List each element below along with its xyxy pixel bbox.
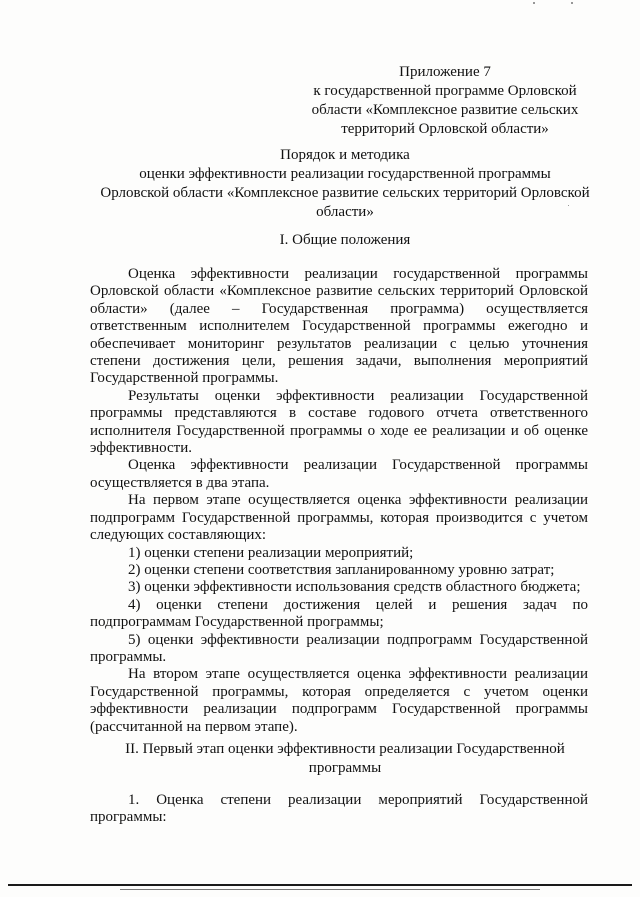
paragraph: На первом этапе осуществляется оценка эффективности реализации подпрограмм Государственной программы, которая производится с учетом следующих составляющих: xyxy=(90,492,588,544)
section-heading-text: I. Общие положения xyxy=(279,232,411,248)
scan-edge-line xyxy=(8,884,632,886)
scan-speck xyxy=(533,2,535,4)
section-body-first-stage xyxy=(90,792,588,827)
list-item: 4) оценки степени достижения целей и решения задач по подпрограммам Государственной программы; xyxy=(90,596,588,631)
list-item: 3) оценки эффективности использования средств областного бюджета; xyxy=(128,579,581,596)
title-line: Порядок и методика xyxy=(280,147,410,163)
list-item: 5) оценки эффективности реализации подпрограмм Государственной программы. xyxy=(90,631,588,665)
list-item: 2) оценки степени соответствия запланированному уровню затрат; xyxy=(128,561,555,578)
paragraph: На втором этапе осуществляется оценка эффективности реализации Государственной программы, которая определяется с учетом оценки эффективности реализации подпрограмм Государственной программы (рассчитанной на первом этапе). xyxy=(90,666,588,735)
document-title xyxy=(80,146,610,222)
section-heading-text: программы xyxy=(308,760,382,776)
appendix-header xyxy=(300,63,590,139)
section-body-general xyxy=(90,266,588,736)
section-heading-general xyxy=(80,231,610,250)
scan-edge-line xyxy=(120,889,540,890)
scan-speck xyxy=(568,205,569,206)
appendix-line: к государственной программе Орловской xyxy=(313,83,577,99)
scan-speck xyxy=(571,2,573,4)
paragraph: 1. Оценка степени реализации мероприятий Государственной программы: xyxy=(90,792,588,826)
title-line: оценки эффективности реализации государственной программы xyxy=(139,166,551,182)
section-heading-text: II. Первый этап оценки эффективности реализации Государственной xyxy=(125,741,565,757)
paragraph: Оценка эффективности реализации государственной программы Орловской области «Комплексное развитие сельских территорий Орловской области» (далее – Государственная программа) осуществляется ответственным исполнителем Государственной программы ежегодно и обеспечивает мониторинг результатов реализации с целью уточнения степени достижения цели, решения задачи, выполнения мероприятий Государственной программы. xyxy=(90,266,588,387)
appendix-line: территорий Орловской области» xyxy=(341,121,549,137)
title-line: Орловской области «Комплексное развитие сельских территорий Орловской xyxy=(100,185,590,201)
appendix-line: области «Комплексное развитие сельских xyxy=(311,102,579,118)
list-item: 1) оценки степени реализации мероприятий; xyxy=(128,544,414,561)
paragraph: Результаты оценки эффективности реализации Государственной программы представляются в составе годового отчета ответственного исполнителя Государственной программы о ходе ее реализации и об оценке эффективности. xyxy=(90,387,588,457)
title-line: области» xyxy=(316,204,374,220)
appendix-number: Приложение 7 xyxy=(399,64,491,80)
paragraph: Оценка эффективности реализации Государственной программы осуществляется в два этапа. xyxy=(90,457,588,491)
section-heading-first-stage xyxy=(80,740,610,778)
